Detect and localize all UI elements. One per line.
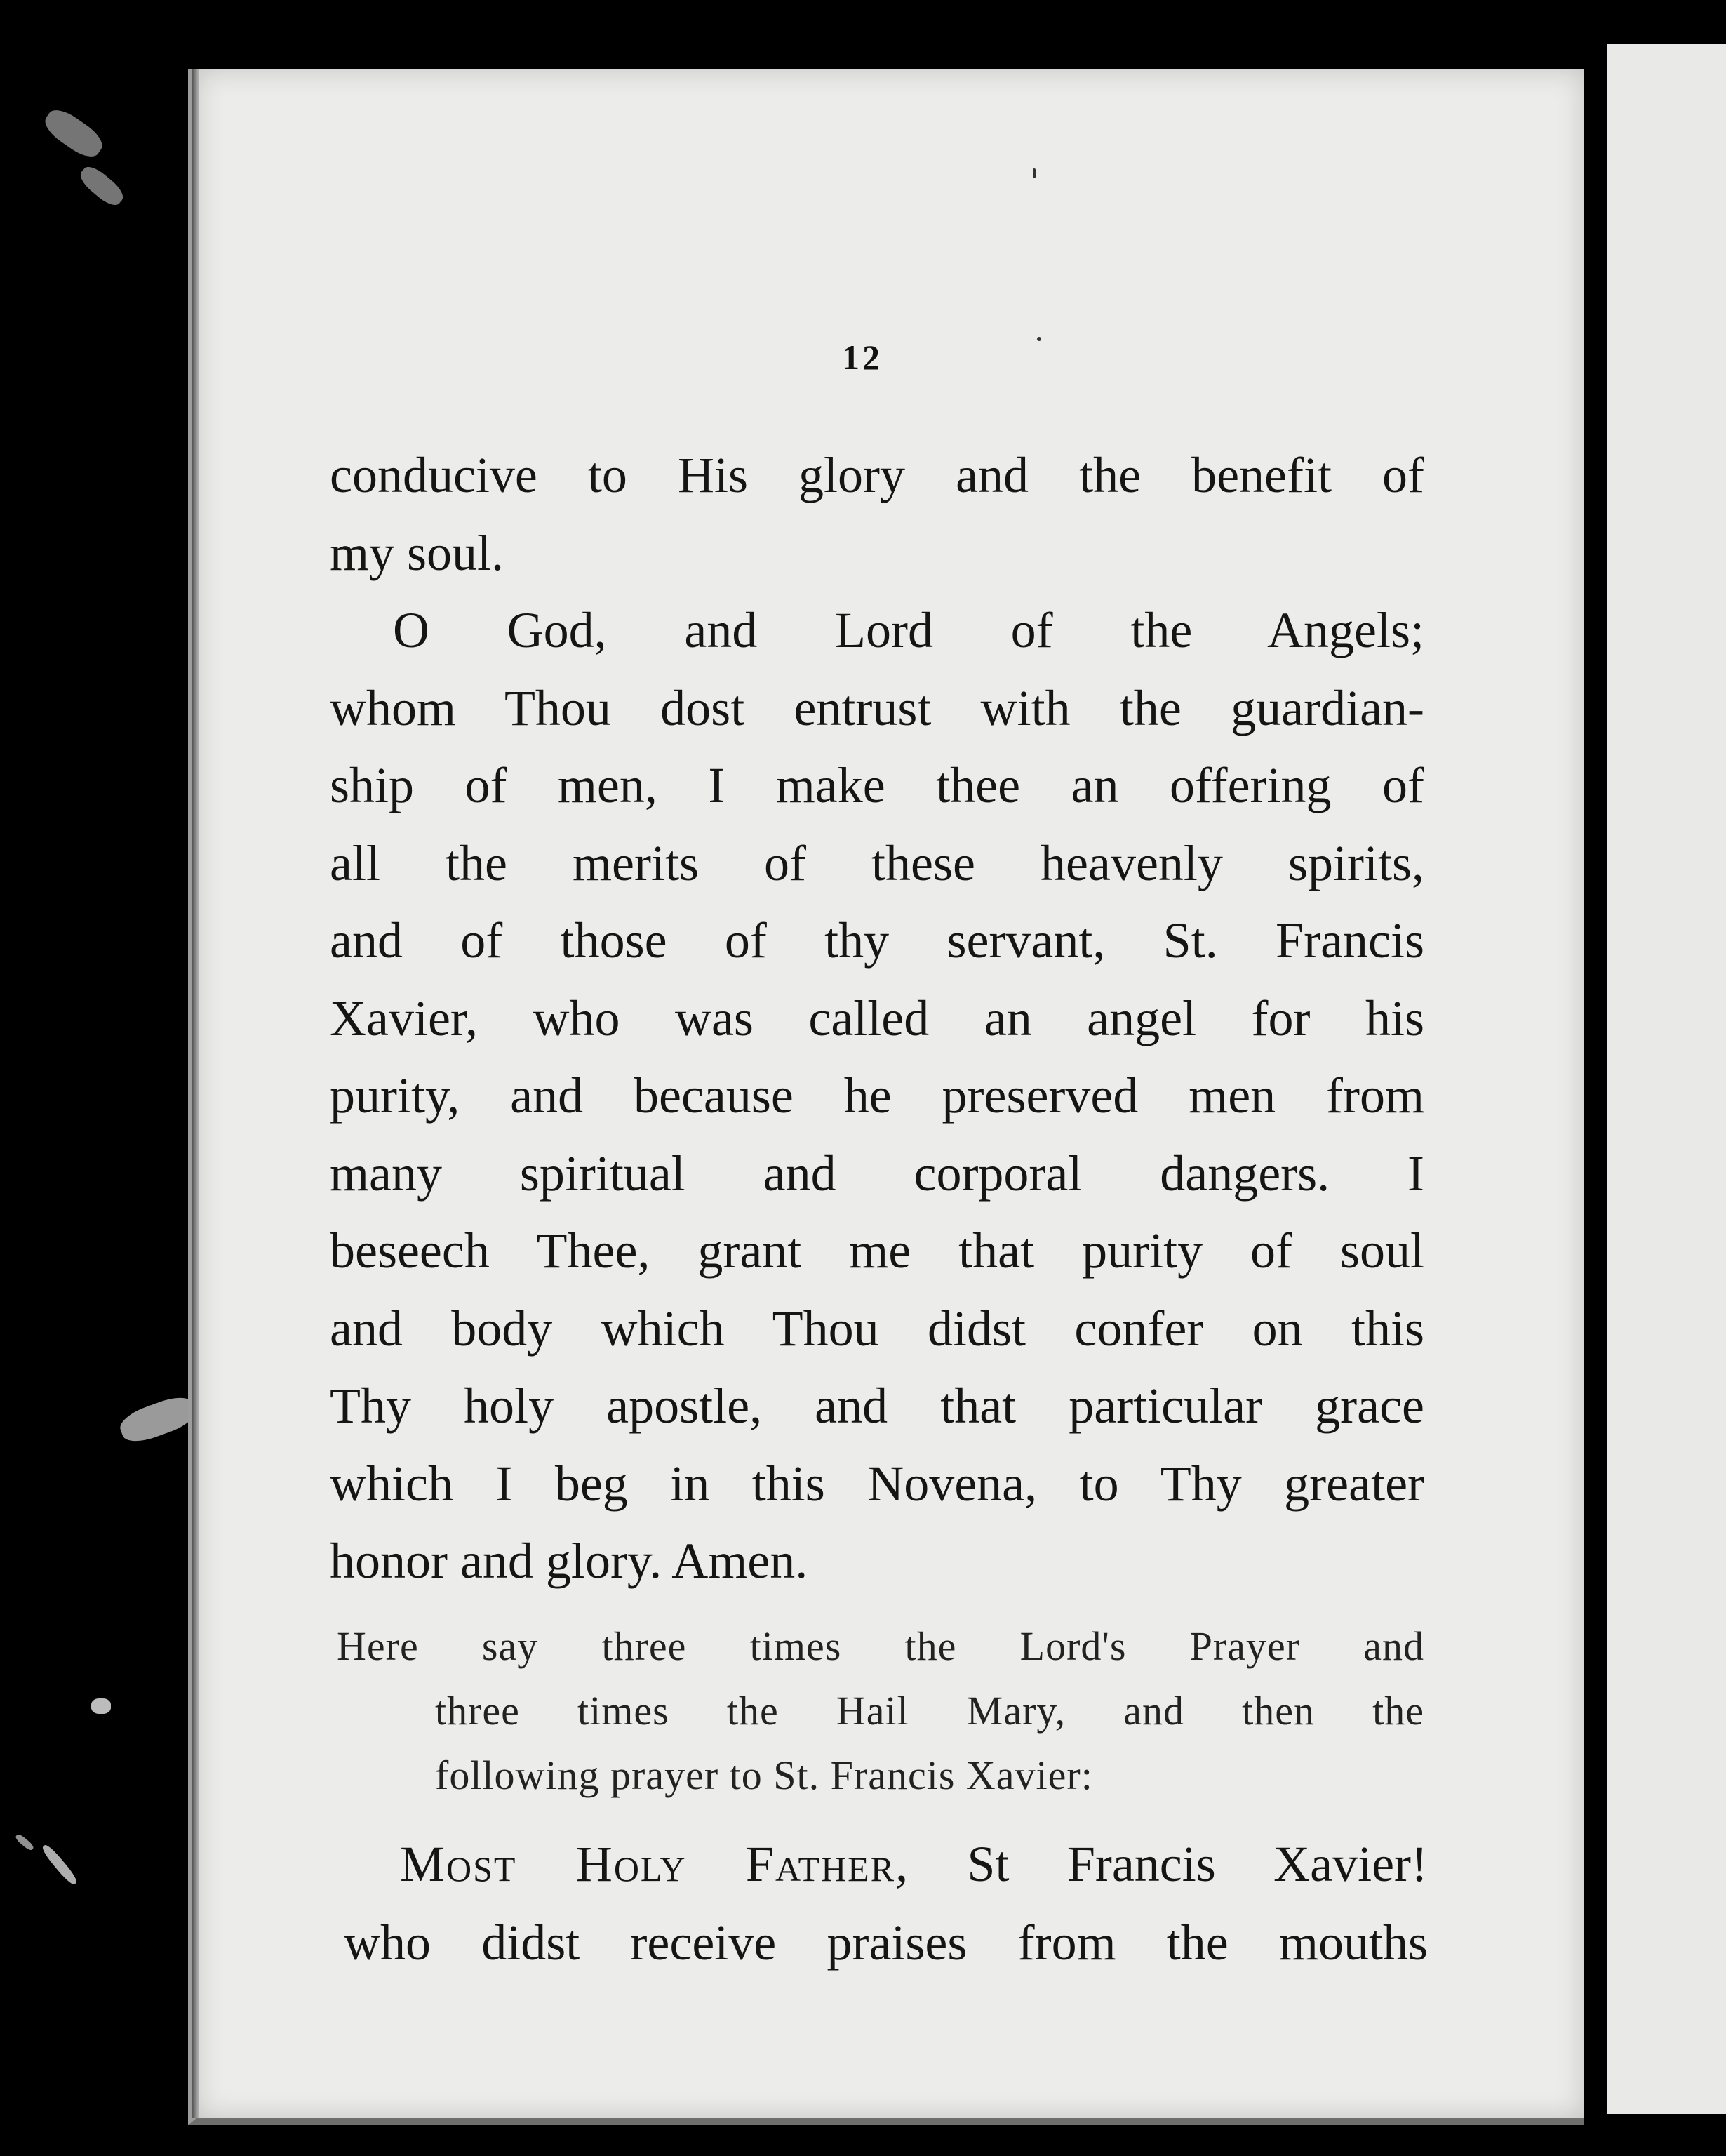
rubric-line: following prayer to St. Francis Xavier:: [435, 1752, 1093, 1798]
rubric-instruction: [337, 1614, 1424, 1808]
text-line: O God, and Lord of the Angels;: [393, 602, 1424, 658]
text-line: conducive to His glory and the benefit of: [330, 447, 1424, 503]
prayer-opening-line: [344, 1825, 1428, 1903]
text-line: who didst receive praises from the mouths: [344, 1915, 1428, 1971]
text-line: and of those of thy servant, St. Francis: [330, 912, 1424, 969]
facing-page-edge: [1591, 44, 1726, 2114]
ink-speck: [1037, 337, 1041, 341]
text-line: and body which Thou didst confer on this: [330, 1300, 1424, 1357]
text-line: beseech Thee, grant me that purity of soul: [330, 1223, 1424, 1279]
text-line: which I beg in this Novena, to Thy greater: [330, 1455, 1424, 1512]
film-scratch: [91, 1698, 111, 1714]
film-scratch: [116, 1392, 200, 1448]
text-line: my soul.: [330, 524, 504, 581]
film-scratch: [14, 1833, 34, 1852]
prayer-text-block: [330, 437, 1424, 1600]
prayer-opening-smallcaps: Most Holy Father,: [400, 1836, 910, 1892]
text-line: ship of men, I make thee an offering of: [330, 757, 1424, 813]
text-line: many spiritual and corporal dangers. I: [330, 1145, 1424, 1202]
film-scratch: [40, 1843, 79, 1887]
film-scratch: [76, 162, 128, 210]
rubric-line: three times the Hail Mary, and then the: [435, 1688, 1424, 1734]
prayer-opening-rest: St Francis Xavier!: [909, 1836, 1428, 1892]
text-line: Xavier, who was called an angel for his: [330, 990, 1424, 1046]
text-line: Thy holy apostle, and that particular grace: [330, 1378, 1424, 1434]
film-scratch: [40, 104, 108, 163]
text-line: all the merits of these heavenly spirits,: [330, 834, 1424, 891]
text-line: honor and glory. Amen.: [330, 1533, 808, 1589]
second-prayer: [344, 1825, 1428, 1982]
page-number: 12: [842, 338, 883, 377]
ink-speck: [1033, 168, 1036, 178]
text-line: purity, and because he preserved men from: [330, 1067, 1424, 1124]
text-line: whom Thou dost entrust with the guardian-: [330, 679, 1424, 736]
rubric-line: Here say three times the Lord's Prayer and: [337, 1623, 1424, 1669]
